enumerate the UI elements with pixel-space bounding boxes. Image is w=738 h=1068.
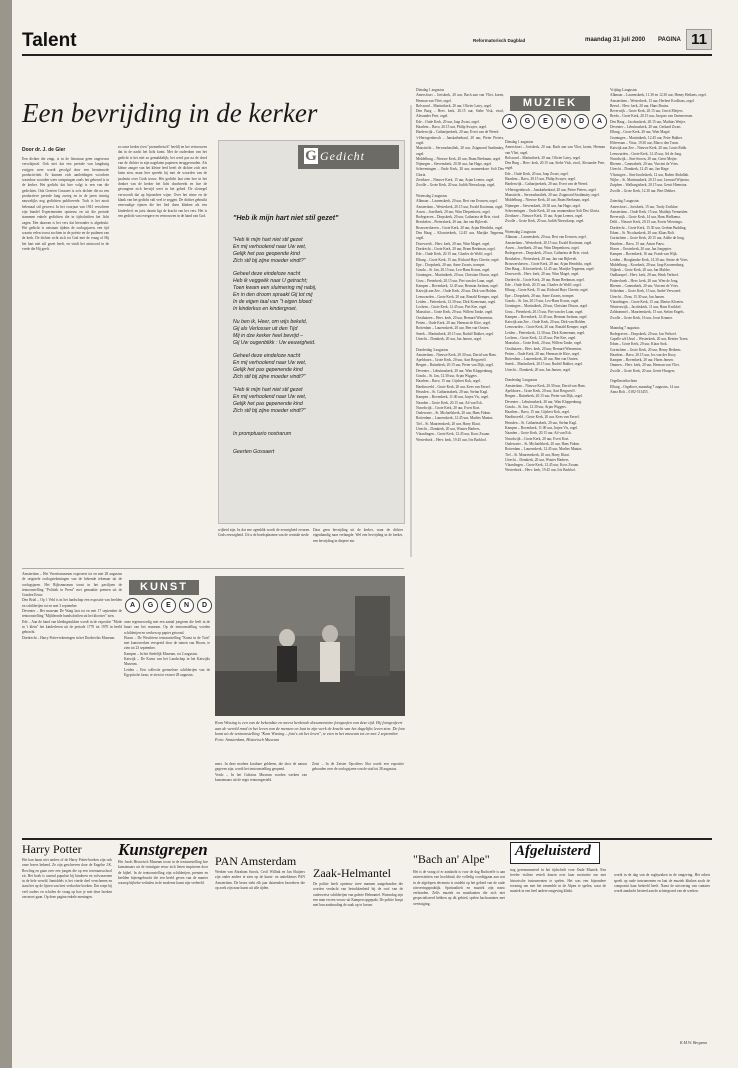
poem-stanza-4: Geheel deze eindeloze nacht En mij verhoolend naar Uw wet, Gelijk het pas gepenende kind Zich stil bij zijne moeder vindt?"	[233, 353, 307, 380]
kunstgrepen-title: Kunstgrepen	[118, 840, 208, 859]
photo-illustration	[215, 576, 405, 716]
agenda-letter: A	[592, 114, 607, 129]
article-column-2: zo onze kerker (een "prometheïsch" beeld) en het vertrouwen dat in de nacht het licht komt. Met de ouderdom van het gedicht is het niet zo gemakkelijk; het werd pas na de dood van de dichter in zijn nagelaten papieren teruggevonden. Als kleine zanger van het kleine leed heeft de dichter zich niet laten zien, maar hier spreekt hij met de woorden van de psalmist over Gods trouw. Het gedicht laat zien hoe in het donker van de kerker het licht doorbreekt en hoe de gevangene zich bevrijd weet in het gebed. De slotregel verwoordt dat op bijzondere wijze. Over het ritme en de klank van het gedicht valt veel te zeggen. De dichter gebruikt eenvoudige rijmen die het lied doen klinken als een kinderlied, en juist daarin ligt de kracht van het vers. Het is een gedicht van overgave en vertrouwen in de hand van God.	[118, 145, 208, 218]
agenda-letter: N	[179, 598, 194, 613]
poem-footer-1: In promptuario nostrarum	[233, 431, 292, 437]
bach-title: "Bach an' Alpe"	[413, 852, 490, 866]
afgeluisterd-title: Afgeluisterd	[515, 843, 591, 859]
harry-title: Harry Potter	[22, 842, 82, 856]
muziek-column-1b: Dinsdag 1 augustus Amersfoort – Joriskerk, 20 uur, Bach aan van Vliet, koren, Herman van Vliet, orgel. Bolsward – Martinikerk, 20 uur, Olivier Latry, orgel. Den Burg – Herv. kerk, 20.15 uur, Siebe Visk, viool, Alexander Pree, orgel. Ede – Oude Kerk, 20 uur, Jaap Zwart, orgel. Haarlem – Bavo, 20.15 uur, Philip Swayer, orgel. Harderwijk – Catharijnekerk, 20 uur, Evert van de Weerd. 's-Hertogenbosch – Janskathedraal, 20 uur, Pieter Pieters, orgel. Maastricht – Servaasbasiliek, 20 uur, Zsigmond Szathmáry, orgel. Middelburg – Nieuwe Kerk, 20 uur, Bram Beekman, orgel. Nijmegen – Stevenskerk, 20.30 uur, Jan Hage, orgel. Scheveningen – Oude Kerk, 20 uur, mannenkoor Soli Deo Gloria. Zierikzee – Nieuwe Kerk, 15 uur, Arjan Leenes, orgel. Zwolle – Grote Kerk, 20 uur, Judith Nieuwkoop, orgel. Woensdag 2 augustus Alkmaar – Laurenskerk, 20 uur, Bert van Eeuwen, orgel. Amsterdam – Westerkerk, 20.15 uur, Ewald Kooiman, orgel. Assen – Jozefkerk, 20 uur, Wim Diepenhorst, orgel. Bodegraven – Dorpskerk, 20 uur, Catharina de Brie, viool. Breukelen – Pieterskerk, 20 uur, Jan van Bijlevelt. Brouwershaven – Grote Kerk, 20 uur, Arjan Hendriks, orgel. Den Haag – Kloosterkerk, 12.45 uur, Marijke Teppema, orgel. Doorwerth – Herv. kerk, 20 uur, Wim Magré, orgel. Dordrecht – Grote Kerk, 20 uur, Bram Beekman, orgel. Ede – Oude Kerk, 20.15 uur, Charles de Wolff, orgel. Elburg – Grote Kerk, 15 uur, Richard Hays Chertie, orgel. Epe – Dorpskerk, 20 uur, Anne Zwarts, trompet. Gouda – St. Jan, 20.15 uur, Leo-Hans Kroon, orgel. Groningen – Martinikerk, 20 uur, Christian Olsson, orgel. Grou – Pieterkerk, 20.15 uur, Piet van der Laan, orgel. Kampen – Bovenkerk, 12.45 uur, Herman Jordaan, orgel. Katwijk aan Zee – Oude Kerk, 20 uur, Dirk van Holden. Leeuwarden – Grote Kerk, 20 uur, Ronald Kemper, orgel. Leiden – Pieterskerk, 12.30 uur, Dirk Koeneman, orgel. Lochem – Grote Kerk, 12.45 uur, Piet Kee, orgel. Maassluis – Grote Kerk, 20 uur, Willem Tanke, orgel. Oosthuizen – Herv. kerk, 20 uur, Bernard Winsemius. Petten – Oude Kerk, 20 uur, Herman de Kloe, orgel. Rotterdam – Laurenskerk, 20 uur, Ben van Oosten. Sneek – Martinikerk, 20.15 uur, Rudolf Bakker, orgel. Utrecht – Domkerk, 20 uur, Jan Jansen, orgel. Donderdag 3 augustus Amsterdam – Nieuwe Kerk, 20.30 uur, David van Ham. Apeldoorn – Grote Kerk, 20 uur, Aart Bergwerff. Bergen – Ruïnekerk, 20.15 uur, Pieter van Dijk, orgel. Deventer – Lebuïnuskerk, 20 uur, Wim Kloppenburg. Gouda – St. Jan, 12.30 uur, Arjan Wiggers. Haarlem – Bavo, 15 uur, Gijsbert Kok, orgel. Hardinxveld – Grote Kerk, 20 uur, Kees van Eersel. Heusden – St. Catharinakerk, 20 uur, Stefan Kagl. Kampen – Bovenkerk, 11.00 uur, Jurjen Vis, orgel. Naarden – Grote Kerk, 20.15 uur, Ad van Eck. Noordwijk – Grote Kerk, 20 uur, Evert Kort. Oudewater – St. Michaëlskerk, 20 uur, Hans Fidom. Rotterdam – Laurenskerk, 12.45 uur, Marlies Mantas. Tiel – St. Maartenskerk, 20 uur, Harry Klaui. Utrecht – Domkerk, 20 uur, Wouter Harbers. Vlaardingen – Grote Kerk, 12.45 uur, Koos Zwaan. Westerbork – Herv. kerk, 19.45 uur, Iris Barkhof.	[505, 140, 605, 473]
afgeluisterd-credit: K.M.W. Bergsma	[680, 1040, 708, 1045]
harry-text: Het kan haast niet anders of de Harry Potter-boeken zijn ook onze lezers bekend. Ze zijn geschreven door de Engelse J.K. Rowling en gaan over een jongen die op een tovenaarsschool zit. Het boek is razend populair bij kinderen en volwassenen in de hele wereld. Inmiddels is het vierde deel verschenen en staat het op de lijsten van best verkochte boeken. Dat roept bij veel ouders en scholen de vraag op hoe je met deze boeken om moet gaan. Op deze pagina enkele meningen.	[22, 858, 113, 900]
agenda-letter: E	[161, 598, 176, 613]
agenda-letter: D	[574, 114, 589, 129]
poem-stanza-1: "Heb ik mijn hart niet stil gezet En mij verhoolend naar Uw wet, Gelijk het pas geopende kind Zich stil bij zijne moeder vindt?"	[233, 237, 307, 264]
kunst-column-1: Amsterdam – Het Verzetsmuseum exposeert tot en met 28 augustus de originele oorlogstekeningen van de bekende tekenaar uit de oorlogsjaren. Het Rijksmuseum toont in het paviljoen de tentoonstelling "Politiek in Prent" met gemaakte prenten uit de Gouden Eeuw. Den Brial – Op 't Veld is in het landschap een expositie van beelden en schilderijen tot en met 3 september. Deventer – Het museum De Waag laat tot en met 17 september de tentoonstelling "Mijldeonde handschriften uit het klooster" zien. Ede – Aan de hand van kledingstukken wordt in de expositie "Mode in 't klein" het kinderleven uit de periode 1770 tot 1970 in beeld gebracht. Dordrecht – Harry Potter-tekeningen in het Dordrechts Museum.	[22, 572, 122, 640]
photo-caption: Kom Wissing is een van de bekendste en meest herkende documentaire fotografen van deze tijd. Hij fotografeert aan de wereld rond in het leven van de mensen en laat in zijn werk de kracht van het dagelijks leven zien. De foto komt uit de tentoonstelling "Kom Wissing – foto's uit het leven", te zien in het museum tot en met 2 september. Foto: Amsterdam, Historisch Museum	[215, 720, 406, 742]
muziek-column-2: Vrijdag 4 augustus Alkmaar – Laurenskerk, 11.30 en 12.30 uur, Henny Heikens, orgel. Amsterdam – Westerkerk, 13 uur, Herbert Koolhaas, orgel. Beesd – Herv. kerk, 20 uur, Hans Bruins. Beverwijk – Grote Kerk, 20.15 uur, Gerrit Meijers. Breda – Grote Kerk, 20.15 uur, Jacques van Oortmerssen. Den Haag – Jacobuskerk, 20.15 uur, Mathias Weijer. Deventer – Lebuïnuskerk, 20 uur, Gerhard Zwart. Elburg – Grote Kerk, 20 uur, Wim Magré. Groningen – Martinikerk, 12.45 uur, Peter Bakker. Hilversum – Vitus, 19.30 uur, Marco den Toom. Katwijk aan Zee – Nieuwe Kerk, 20 uur, Louis Robb. Leeuwarden – Grote Kerk, 12.45 uur, Ad de Jong. Noordwijk – Sint-Jeroen, 20 uur, Geert Meijer. Rhenen – Cunerakerk, 20 uur, Vincent de Vries. Utrecht – Domkerk, 12.45 uur, Jan Hage. Vlissingen – Sint-Jacobskerk, 12 uur, Ruben Abdullah. Wijhe – St. Martinuskerk, 20.15 uur, Leonard Wijnstra. Zutphen – Walburgiskerk, 20.15 uur, Gerrit Hiemstra. Zwolle – Grote Kerk, 12.30 uur, Bert Dekker. Zaterdag 5 augustus Amersfoort – Joriskerk, 15 uur, Trudy Zwikker. Amsterdam – Oude Kerk, 15 uur, Matthijs Vermeulen. Beverwijk – Grote Kerk, 14 uur, Hans Hielkema. Delft – Nieuwe Kerk, 20.15 uur, Erwin Wiersinga. Dordrecht – Grote Kerk, 15.30 uur, Gerben Budding. Edam – St. Nicolaaskerk, 20 uur, Klaas Bolt. Gorinchem – Grote Kerk, 20.15 uur, Addie de Jong. Haarlem – Bavo, 15 uur, Anton Pauw. Hoorn – Oosterkerk, 20 uur, Jan Jongepier. Kampen – Bovenkerk, 16 uur, Frank van Wijk. Leiden – Hooglandse Kerk, 14.30 uur, Sietze de Vries. Middelburg – Koorkerk, 20 uur, Jaap Kroonenburg. Nijkerk – Grote Kerk, 20 uur, Jan Mulder. Oudkarspel – Herv. kerk, 20 uur, Henk Verhoef. Puttershoek – Herv. kerk, 20 uur, Wim de Jong. Rhenen – Cunerakerk, 20 uur, Vincent de Vries. Schiedam – Grote Kerk, 15 uur, André Verwoerd. Utrecht – Dom, 15.30 uur, Jan Jansen. Vlaardingen – Grote Kerk, 15 uur, Marius Kloeten. Winterswijk – Jacobskerk, 11 uur, Hans Kwikkel. Zaltbommel – Maartenskerk, 15 uur, Stefan Engels. Zwolle – Grote Kerk, 16 uur, Joost Kramer. Maandag 7 augustus Bodegraven – Dorpskerk, 20 uur, Jan Verhoef. Capelle a/d IJssel – Westerkerk, 20 uur, Reinier Toren. Edam – Grote Kerk, 20 uur, Klaas Stok. Gorinchem – Grote Kerk, 20 uur, Henry Heikens. Haarlem – Bavo, 20.15 uur, Jos van der Kooy. Kampen – Bovenkerk, 20 uur, Harm Jansen. Ommen – Herv. kerk, 20 uur, Herman van Vliet. Zwolle – Grote Kerk, 20 uur, Gerrit Hoogers. Orgelbesteltochten Elburg – Orgeltoer, maandag 7 augustus, 14 uur. Anna Bolt – 0182-513455.	[610, 88, 707, 394]
kunstgrepen-text: Het Joods Historisch Museum toont in de tentoonstelling hoe kunstenaars uit de twintigste eeuw zich lieten inspireren door de bijbel. In de tentoonstelling zijn schilderijen, prenten en beelden bijeengebracht die een beeld geven van de manier waarop bijbelse verhalen in de moderne kunst zijn verbeeld.	[118, 860, 209, 886]
header-date: maandag 31 juli 2000	[585, 37, 646, 43]
muziek-column-1: Dinsdag 1 augustus Amersfoort – Joriskerk, 20 uur, Bach aan van Vliet, koren, Herman van Vliet, orgel. Bolsward – Martinikerk, 20 uur, Olivier Latry, orgel. Den Burg – Herv. kerk, 20.15 uur, Siebe Visk, viool, Alexander Pree, orgel. Ede – Oude Kerk, 20 uur, Jaap Zwart, orgel. Haarlem – Bavo, 20.15 uur, Philip Swayer, orgel. Harderwijk – Catharijnekerk, 20 uur, Evert van de Weerd. 's-Hertogenbosch – Janskathedraal, 20 uur, Pieter Pieters, orgel. Maastricht – Servaasbasiliek, 20 uur, Zsigmond Szathmáry, orgel. Middelburg – Nieuwe Kerk, 20 uur, Bram Beekman, orgel. Nijmegen – Stevenskerk, 20.30 uur, Jan Hage, orgel. Scheveningen – Oude Kerk, 20 uur, mannenkoor Soli Deo Gloria. Zierikzee – Nieuwe Kerk, 15 uur, Arjan Leenes, orgel. Zwolle – Grote Kerk, 20 uur, Judith Nieuwkoop, orgel. Woensdag 2 augustus Alkmaar – Laurenskerk, 20 uur, Bert van Eeuwen, orgel. Amsterdam – Westerkerk, 20.15 uur, Ewald Kooiman, orgel. Assen – Jozefkerk, 20 uur, Wim Diepenhorst, orgel. Bodegraven – Dorpskerk, 20 uur, Catharina de Brie, viool. Breukelen – Pieterskerk, 20 uur, Jan van Bijlevelt. Brouwershaven – Grote Kerk, 20 uur, Arjan Hendriks, orgel. Den Haag – Kloosterkerk, 12.45 uur, Marijke Teppema, orgel. Doorwerth – Herv. kerk, 20 uur, Wim Magré, orgel. Dordrecht – Grote Kerk, 20 uur, Bram Beekman, orgel. Ede – Oude Kerk, 20.15 uur, Charles de Wolff, orgel. Elburg – Grote Kerk, 15 uur, Richard Hays Chertie, orgel. Epe – Dorpskerk, 20 uur, Anne Zwarts, trompet. Gouda – St. Jan, 20.15 uur, Leo-Hans Kroon, orgel. Groningen – Martinikerk, 20 uur, Christian Olsson, orgel. Grou – Pieterkerk, 20.15 uur, Piet van der Laan, orgel. Kampen – Bovenkerk, 12.45 uur, Herman Jordaan, orgel. Katwijk aan Zee – Oude Kerk, 20 uur, Dirk van Holden. Leeuwarden – Grote Kerk, 20 uur, Ronald Kemper, orgel. Leiden – Pieterskerk, 12.30 uur, Dirk Koeneman, orgel. Lochem – Grote Kerk, 12.45 uur, Piet Kee, orgel. Maassluis – Grote Kerk, 20 uur, Willem Tanke, orgel. Oosthuizen – Herv. kerk, 20 uur, Bernard Winsemius. Petten – Oude Kerk, 20 uur, Herman de Kloe, orgel. Rotterdam – Laurenskerk, 20 uur, Ben van Oosten. Sneek – Martinikerk, 20.15 uur, Rudolf Bakker, orgel. Utrecht – Domkerk, 20 uur, Jan Jansen, orgel. Donderdag 3 augustus Amsterdam – Nieuwe Kerk, 20.30 uur, David van Ham. Apeldoorn – Grote Kerk, 20 uur, Aart Bergwerff. Bergen – Ruïnekerk, 20.15 uur, Pieter van Dijk, orgel. Deventer – Lebuïnuskerk, 20 uur, Wim Kloppenburg. Gouda – St. Jan, 12.30 uur, Arjan Wiggers. Haarlem – Bavo, 15 uur, Gijsbert Kok, orgel. Hardinxveld – Grote Kerk, 20 uur, Kees van Eersel. Heusden – St. Catharinakerk, 20 uur, Stefan Kagl. Kampen – Bovenkerk, 11.00 uur, Jurjen Vis, orgel. Naarden – Grote Kerk, 20.15 uur, Ad van Eck. Noordwijk – Grote Kerk, 20 uur, Evert Kort. Oudewater – St. Michaëlskerk, 20 uur, Hans Fidom. Rotterdam – Laurenskerk, 12.45 uur, Marlies Mantas. Tiel – St. Maartenskerk, 20 uur, Harry Klaui. Utrecht – Domkerk, 20 uur, Wouter Harbers. Vlaardingen – Grote Kerk, 12.45 uur, Koos Zwaan. Westerbork – Herv. kerk, 19.45 uur, Iris Barkhof.	[416, 88, 504, 442]
agenda-letter: A	[502, 114, 517, 129]
poem-stanza-5: "Heb ik mijn hart niet stil gezet En mij verhoolend naar Uw wet, Gelijk het pas gepenende kind Zich stil bij zijne moeder vindt?"	[233, 387, 307, 414]
poem-title: "Heb ik mijn hart niet stil gezet"	[233, 215, 339, 222]
column-divider	[410, 105, 412, 557]
kunst-photo	[215, 576, 405, 716]
article-column-4-after: Daar geen bevrijding uit de kerker, waar de dichter eigenhandig naar verlangde. Wel een bevrijding in de kerker, een bevrijding in diepere zin.	[313, 528, 404, 543]
poem-header: Gedicht	[320, 149, 365, 163]
poem-header-bar	[298, 145, 399, 169]
agenda-letter: A	[125, 598, 140, 613]
article-byline: Door dr. J. de Gier	[22, 147, 66, 153]
afgeluisterd-box	[510, 842, 600, 864]
page-number: 11	[686, 29, 712, 50]
muziek-agenda-circles	[502, 114, 607, 129]
kunst-column-2: onze tegenwoordig met een aantal jongeren die leeft in de buurt van het museum. Op de tentoonstelling worden schilderijen en werken op papier getoond. Hoorn – De Westfriese tentoonstelling "Kunst in de Tuin" met kunstwerken verspreid door de tuinen van Hoorn, te zien tot 23 september. Kampen – In het Stedelijk Museum, tot 2 augustus. Katwijk – De Kunst van het Landschap in het Katwijks Museum. Leiden – Een collectie grenzeloze schilderijen van de Egyptische farao, te zien tot en met 28 augustus.	[124, 620, 210, 677]
muziek-title: MUZIEK	[510, 96, 590, 111]
article-column-1: Een dichter die zingt, is in de literatuur geen ongewoon verschijnsel. Ook niet dat een periode van langdurig zwijgen weer wordt gevolgd door een hernieuwde productiviteit. Er kunnen zich aanleidingen voordoen waardoor woorden weer ontspringen zoals het gebeurd is in de kerker. Het gedicht dat hier volgt is een van die gedichten. Ook Geerten Gossaert is zo'n dichter die na een productieve periode lang zweeg en in de jaren twintig nauwelijks nog gedichten publiceerde. Toch is het nooit helemaal stil geweest. In het voorjaar van 1941 verscheen zijn bundel Experimenten opnieuw en uit die periode stammen enkele gedichten die in tijdschriften het licht zagen. Eén daarvan is het vers dat hieronder is afgedrukt. Het gedicht is ontstaan tijdens de oorlogsjaren, een tijd waarin velen troost zochten in de poëzie en de psalmen van de kerk. De dichter richt zich tot God met de vraag of Hij het hart niet stil gezet heeft, en vindt het antwoord in de vrede die Hij geeft.	[22, 157, 110, 252]
bach-text: Het is de vraag of er aandacht is voor de dag Bachoeffe is aan universiteiten van hoofdstad, die volledig voorbijgaan aan wat in de afgelopen decennia is ontdekt op het gebied van de oude uitvoeringspraktijk. Spiritualiteit en muziek zijn nauw verbonden. Zelfs muziek en muzikanten die zich niet gespecialiseerd hebben op dit gebied, spelen bachcantates met overtuiging.	[413, 870, 506, 906]
poem-footer-2: Geerten Gossaert	[233, 449, 275, 455]
section-title: Talent	[22, 30, 77, 51]
kunst-top-rule	[22, 568, 404, 569]
poem-stanza-2: Geheel deze eindeloze nacht Heb ik veggeëk naar U getracht; Toen kwam een sluimering mij nabij, En in den droom spraakt Gij tot mij In de eigen taal van "t eigen bloed: In kinderkus en kindergroet.	[233, 271, 317, 312]
pan-text: Werken van Abraham Storck, Cecil Willink en Jan Sluijters zijn onder andere te zien op de kunst- en antiekbeurs PAN Amsterdam. De beurs trekt elk jaar duizenden bezoekers die op zoek zijn naar kunst uit alle tijden.	[215, 870, 306, 890]
agenda-letter: N	[556, 114, 571, 129]
poem-header-initial-icon: G	[305, 148, 317, 164]
agenda-letter: G	[520, 114, 535, 129]
header-rule	[22, 54, 712, 56]
poem-box	[218, 140, 405, 524]
page-label: PAGINA	[658, 37, 681, 43]
kunst-column-4: Zeist – In de Zeister Opcoliers Slot wordt een expositie gehouden over de oorlogsjaren van de stad tot 28 augustus.	[312, 762, 405, 772]
kunst-column-3: mers. In deze modern kostbare gelderen, die door de natuur gegeven zijn, wordt het tentoonstelling geopend. Venlo – In het Goltzius Museum worden werken van kunstenaars uit de regio tentoongesteld.	[215, 762, 307, 782]
afgeluisterd-text: nog gerenommeerd in het tijdschrift voor Oude Muziek. Een freelee violiste vertelt daarin over haar motivatie om met historische instrumenten te spelen. Het was een bijzondere ervaring om met het ensemble in de Alpen te spelen, waar de muziek in een heel andere omgeving klinkt. wordt in de dag van de rugbyzaken in de omgeving. Het orkest speelt op oude instrumenten en laat de muziek klinken zoals de componist haar bedoeld heeft. Naast de uitvoering van cantates wordt aandacht besteed aan de achtergrond van de werken.	[510, 868, 710, 894]
zaak-title: Zaak-Helmantel	[313, 866, 391, 880]
agenda-letter: E	[538, 114, 553, 129]
newspaper-name: Reformatorisch Dagblad	[473, 38, 526, 43]
article-headline: Een bevrijding in de kerker	[22, 98, 318, 128]
article-column-3-after: wijheid zijn. In dat ene ogenblik wordt de eeuwigheid ervaren. Gods eeuwigheid. Uit u de hoedsplaatsen van de centrale stede.	[218, 528, 311, 538]
agenda-letter: G	[143, 598, 158, 613]
pan-title: PAN Amsterdam	[215, 854, 297, 868]
poem-stanza-3: Nu ben ik, Heer, om wijs bekeld, Gij als Verlosser uit den Tijd Mij in dze kerker heel bevrijd – Gij Uw ougenblikk : Uw eeuwigheid.	[233, 319, 316, 346]
zaak-text: De politie heeft opnieuw twee mannen aangehouden die worden verdacht van betrokkenheid bij de roof van de ouderwetse schilderijen van galerie Helmantel. Woensdag zijn een man en een vrouw uit Kampen opgepakt. De politie hoopt met hun aanhouding de zaak op te lossen.	[313, 882, 404, 908]
agenda-letter: D	[197, 598, 212, 613]
kunst-title: KUNST	[129, 580, 199, 595]
